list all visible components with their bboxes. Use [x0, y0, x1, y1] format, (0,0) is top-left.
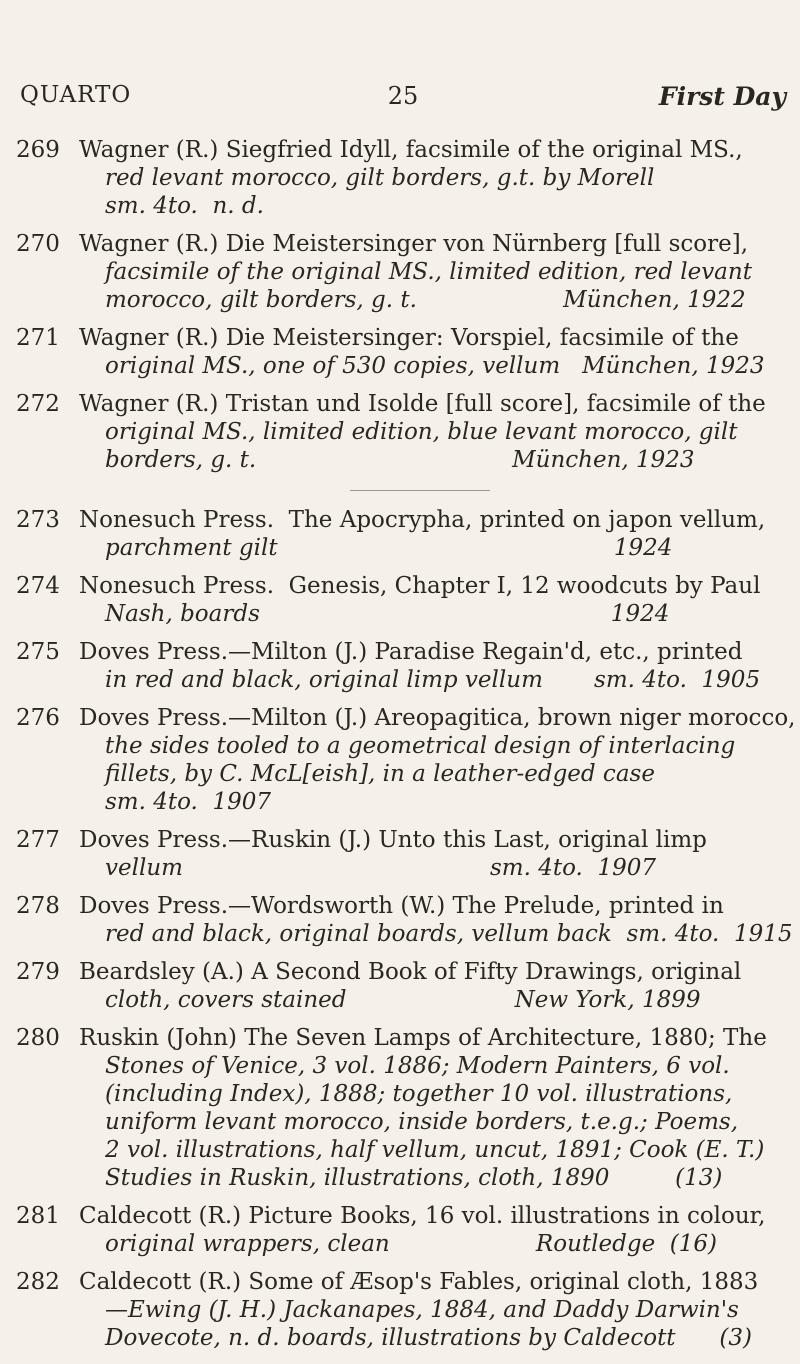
lot-description-line: Beardsley (A.) A Second Book of Fifty Drawings, original: [79, 959, 742, 985]
lot-number: 272: [16, 391, 60, 417]
lot-entry: [0, 638, 800, 694]
lot-description-line: Wagner (R.) Die Meistersinger: Vorspiel, facsimile of the: [79, 325, 739, 351]
lot-description-line: original wrappers, clean Routledge (16): [105, 1231, 718, 1257]
lot-entry: [0, 826, 800, 882]
lot-number: 275: [16, 639, 60, 665]
lot-number: 269: [16, 137, 60, 163]
lot-number: 270: [16, 231, 60, 257]
lot-description-line: Caldecott (R.) Picture Books, 16 vol. illustrations in colour,: [79, 1203, 766, 1229]
lot-number: 282: [16, 1269, 60, 1295]
lot-description-line: in red and black, original limp vellum sm. 4to. 1905: [105, 667, 761, 693]
lot-number: 276: [16, 705, 60, 731]
page-header: [20, 82, 786, 116]
lot-number: 281: [16, 1203, 60, 1229]
lot-description-line: borders, g. t. München, 1923: [105, 447, 695, 473]
lot-description-line: Wagner (R.) Die Meistersinger von Nürnberg [full score],: [79, 231, 749, 257]
day-label: First Day: [658, 82, 786, 111]
lot-description-line: Nonesuch Press. Genesis, Chapter I, 12 woodcuts by Paul: [79, 573, 761, 599]
lot-description-line: parchment gilt 1924: [105, 535, 673, 561]
lot-description-line: Dovecote, n. d. boards, illustrations by Caldecott (3): [105, 1325, 752, 1351]
lot-entry: [0, 704, 800, 816]
lot-description-line: Doves Press.—Ruskin (J.) Unto this Last, original limp: [79, 827, 707, 853]
lot-description-line: original MS., one of 530 copies, vellum München, 1923: [105, 353, 765, 379]
lot-entry: [0, 506, 800, 562]
lot-description-line: sm. 4to. 1907: [105, 789, 272, 815]
lot-description-line: uniform levant morocco, inside borders, t.e.g.; Poems,: [105, 1109, 739, 1135]
lot-description-line: red and black, original boards, vellum back sm. 4to. 1915: [105, 921, 793, 947]
lot-description-line: red levant morocco, gilt borders, g.t. by Morell: [105, 165, 655, 191]
lot-description-line: Wagner (R.) Tristan und Isolde [full score], facsimile of the: [79, 391, 766, 417]
lot-description-line: —Ewing (J. H.) Jackanapes, 1884, and Daddy Darwin's: [105, 1297, 739, 1323]
lot-description-line: (including Index), 1888; together 10 vol. illustrations,: [105, 1081, 733, 1107]
lot-description-line: Doves Press.—Milton (J.) Paradise Regain'd, etc., printed: [79, 639, 743, 665]
lot-description-line: Nash, boards 1924: [105, 601, 670, 627]
lot-entry: [0, 958, 800, 1014]
lot-list: [0, 136, 800, 1362]
lot-description-line: sm. 4to. n. d.: [105, 193, 264, 219]
page-number: 25: [387, 82, 419, 110]
lot-number: 274: [16, 573, 60, 599]
lot-entry: [0, 572, 800, 628]
lot-description-line: Studies in Ruskin, illustrations, cloth, 1890 (13): [105, 1165, 723, 1191]
lot-entry: [0, 1268, 800, 1352]
lot-description-line: facsimile of the original MS., limited edition, red levant: [105, 259, 752, 285]
lot-entry: [0, 892, 800, 948]
lot-description-line: Caldecott (R.) Some of Æsop's Fables, original cloth, 1883: [79, 1269, 759, 1295]
lot-number: 271: [16, 325, 60, 351]
lot-number: 277: [16, 827, 60, 853]
lot-number: 279: [16, 959, 60, 985]
lot-entry: [0, 230, 800, 314]
lot-entry: [0, 390, 800, 474]
lot-number: 273: [16, 507, 60, 533]
lot-description-line: 2 vol. illustrations, half vellum, uncut, 1891; Cook (E. T.): [105, 1137, 765, 1163]
lot-description-line: Stones of Venice, 3 vol. 1886; Modern Painters, 6 vol.: [105, 1053, 730, 1079]
lot-description-line: vellum sm. 4to. 1907: [105, 855, 657, 881]
lot-description-line: Wagner (R.) Siegfried Idyll, facsimile of the original MS.,: [79, 137, 743, 163]
lot-number: 280: [16, 1025, 60, 1051]
lot-entry: [0, 1024, 800, 1192]
lot-description-line: original MS., limited edition, blue levant morocco, gilt: [105, 419, 738, 445]
section-label: QUARTO: [20, 82, 132, 108]
lot-entry: [0, 1202, 800, 1258]
section-divider: [0, 484, 800, 496]
lot-description-line: Nonesuch Press. The Apocrypha, printed on japon vellum,: [79, 507, 766, 533]
lot-description-line: morocco, gilt borders, g. t. München, 1922: [105, 287, 746, 313]
lot-entry: [0, 136, 800, 220]
lot-description-line: the sides tooled to a geometrical design of interlacing: [105, 733, 736, 759]
lot-description-line: Ruskin (John) The Seven Lamps of Architecture, 1880; The: [79, 1025, 767, 1051]
lot-entry: [0, 324, 800, 380]
lot-description-line: cloth, covers stained New York, 1899: [105, 987, 701, 1013]
lot-description-line: fillets, by C. McL[eish], in a leather-edged case: [105, 761, 655, 787]
lot-number: 278: [16, 893, 60, 919]
lot-description-line: Doves Press.—Wordsworth (W.) The Prelude, printed in: [79, 893, 724, 919]
lot-description-line: Doves Press.—Milton (J.) Areopagitica, brown niger morocco,: [79, 705, 796, 731]
